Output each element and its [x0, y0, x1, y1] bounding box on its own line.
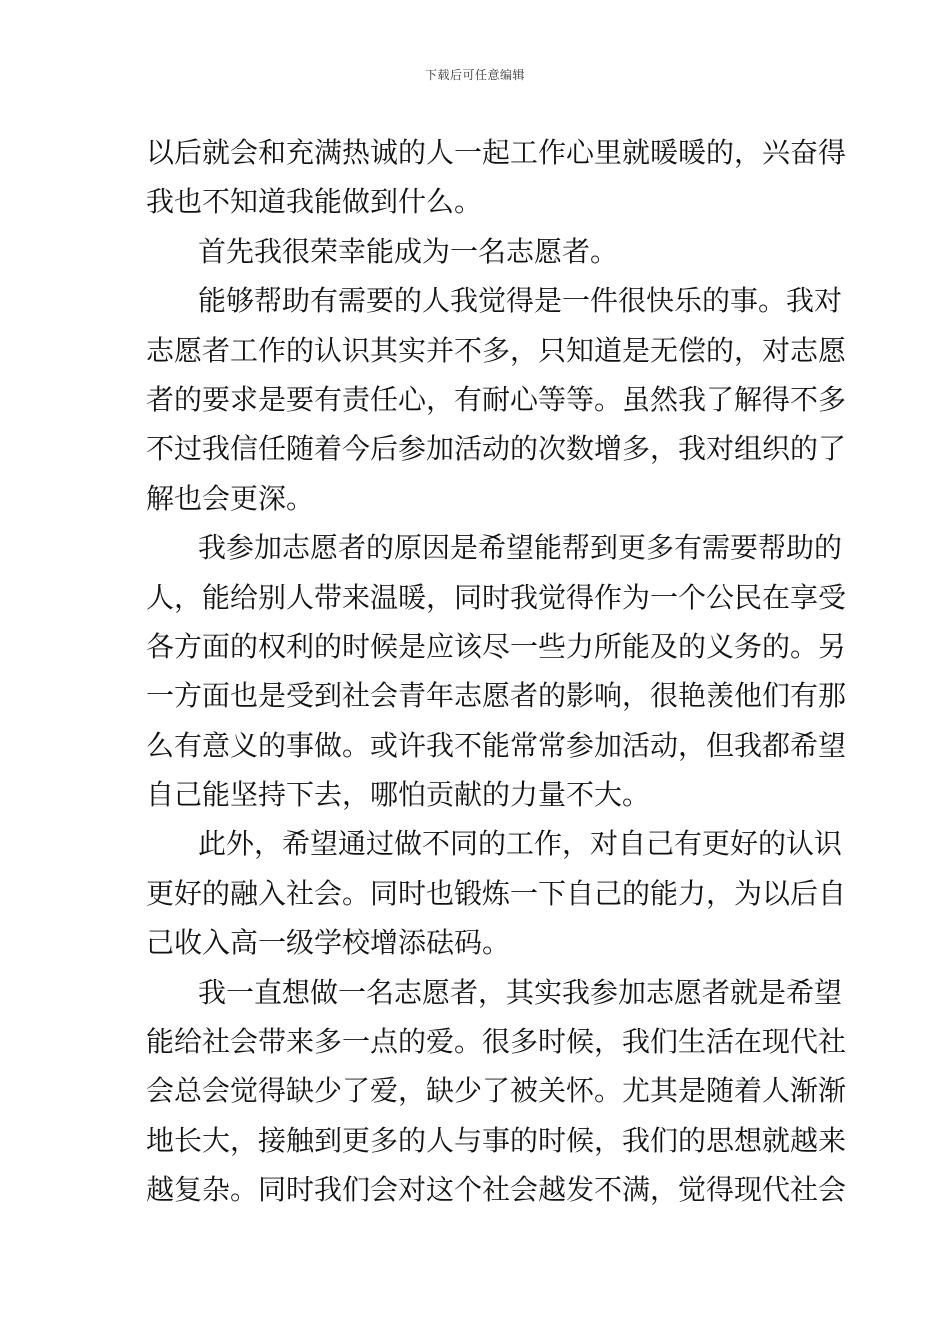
text-line: 会总会觉得缺少了爱，缺少了被关怀。尤其是随着人渐渐 — [146, 1074, 847, 1108]
text-line: 不过我信任随着今后参加活动的次数增多，我对组织的了 — [146, 432, 847, 466]
page-header-note: 下载后可任意编辑 — [424, 68, 525, 82]
text-line: 己收入高一级学校增添砝码。 — [146, 926, 511, 960]
text-line: 此外，希望通过做不同的工作，对自己有更好的认识 — [198, 827, 843, 861]
text-line: 越复杂。同时我们会对这个社会越发不满，觉得现代社会 — [146, 1173, 847, 1207]
text-line: 各方面的权利的时候是应该尽一些力所能及的义务的。另 — [146, 629, 847, 663]
text-line: 我也不知道我能做到什么。 — [146, 185, 483, 219]
text-line: 地长大，接触到更多的人与事的时候，我们的思想就越来 — [146, 1123, 847, 1157]
text-line: 以后就会和充满热诚的人一起工作心里就暖暖的，兴奋得 — [146, 136, 847, 169]
text-line: 者的要求是要有责任心，有耐心等等。虽然我了解得不多 — [146, 382, 847, 416]
text-line: 我一直想做一名志愿者，其实我参加志愿者就是希望 — [198, 975, 843, 1009]
text-line: 解也会更深。 — [146, 481, 315, 515]
text-line: 志愿者工作的认识其实并不多，只知道是无偿的，对志愿 — [146, 333, 847, 367]
text-line: 么有意义的事做。或许我不能常常参加活动，但我都希望 — [146, 728, 847, 762]
document-body — [146, 128, 847, 1215]
text-line: 能给社会带来多一点的爱。很多时候，我们生活在现代社 — [146, 1025, 847, 1059]
text-line: 人，能给别人带来温暖，同时我觉得作为一个公民在享受 — [146, 580, 847, 614]
text-line: 首先我很荣幸能成为一名志愿者。 — [198, 234, 619, 268]
text-line: 我参加志愿者的原因是希望能帮到更多有需要帮助的 — [198, 531, 843, 565]
text-line: 一方面也是受到社会青年志愿者的影响，很艳羡他们有那 — [146, 679, 847, 713]
text-line: 自己能坚持下去，哪怕贡献的力量不大。 — [146, 778, 651, 812]
text-line: 能够帮助有需要的人我觉得是一件很快乐的事。我对 — [198, 284, 843, 318]
text-line: 更好的融入社会。同时也锻炼一下自己的能力，为以后自 — [146, 876, 847, 910]
